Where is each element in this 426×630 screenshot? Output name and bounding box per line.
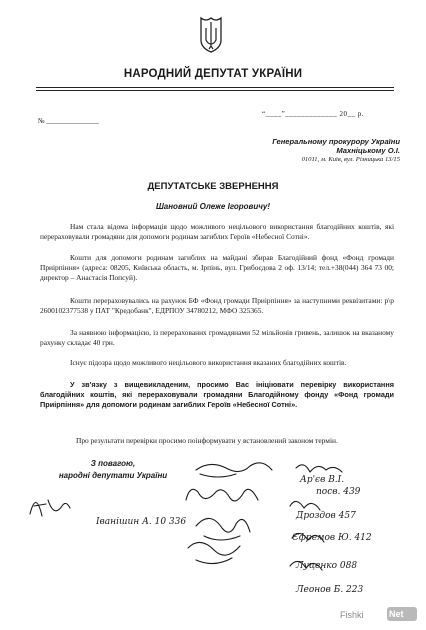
number-line: № _______________ xyxy=(38,117,99,125)
paragraph-4: За наявною інформацією, із перерахованих громадянами 52 мільйонів гривень, залишок на вказаному рахунку складає 40 грн. xyxy=(40,328,394,347)
signature-note-4: Єфремов Ю. 412 xyxy=(292,533,372,543)
signature-note-2: Іванішин А. 10 336 xyxy=(96,517,187,527)
signature-scribble xyxy=(30,500,70,516)
paragraph-5: Існує підозра щодо можливого нецільового використання вказаних благодійних коштів. xyxy=(70,358,347,367)
date-line: “____”_____________ 20__ р. xyxy=(262,110,364,118)
signature-note-6: Леонов Б. 223 xyxy=(296,585,364,595)
paragraph-2: Кошти для допомоги родинам загиблих на майдані збирав Благодійний фонд «Фонд громади Приірпіння» (адреса: 08205, Київська область, м. Ірпінь, вул. Грибоєдова 2 оф. 13/14; тел.+38(044) 364 73 00; директор – Анастасія Попсуй). xyxy=(40,253,394,282)
signature-scribble xyxy=(296,465,342,472)
signature-scribble xyxy=(196,518,250,540)
signature-note-1b: посв. 439 xyxy=(316,487,361,497)
signature-note-5: Луценко 088 xyxy=(296,561,358,571)
trident-emblem-icon xyxy=(198,14,224,54)
paragraph-1: Нам стала відома інформація щодо можливого нецільового використання благодійних коштів, які перераховували громадяни для допомоги родинам загиблих Героїв «Небесної Сотні». xyxy=(40,222,394,241)
signature-scribble xyxy=(186,489,258,501)
addressee-address: 01011, м. Київ, вул. Різницька 13/15 xyxy=(301,156,400,163)
salutation: Шановний Олеже Ігоровичу! xyxy=(155,202,271,211)
header-rule-top xyxy=(36,87,394,88)
document-title: ДЕПУТАТСЬКЕ ЗВЕРНЕННЯ xyxy=(147,181,279,192)
addressee-position: Генеральному прокурору України xyxy=(272,137,400,146)
signature-note-3: Дроздов 457 xyxy=(296,511,356,521)
paragraph-3: Кошти перераховувались на рахунок БФ «Фонд громади Приірпіння» за наступними реквізитами: р\р 2600102377538 у ПАТ "Кредобанк", ЕДРПОУ 34780212, МФО 325365. xyxy=(40,296,394,315)
regards-line-1: З повагою, xyxy=(90,459,136,468)
header-title: НАРОДНИЙ ДЕПУТАТ УКРАЇНИ xyxy=(123,68,303,80)
signature-scribble xyxy=(188,542,240,563)
paragraph-request: У зв'язку з вищевикладеним, просимо Вас ініціювати перевірку використання благодійних коштів, які перераховували громадяни Благодійному фонду «Фонд громади Приірпіння» для допомоги родинам загиблих Героїв «Небесної Сотні». xyxy=(40,380,394,409)
watermark-text: Fishki xyxy=(340,610,364,620)
signature-scribble xyxy=(290,501,320,510)
paragraph-closing: Про результати перевірки просимо поінформувати у встановлений законом термін. xyxy=(76,436,338,445)
header-rule-bottom xyxy=(36,90,394,91)
signature-note-1: Ар'єв В.І. xyxy=(300,475,345,485)
signature-scribble xyxy=(196,463,272,477)
signatures-area xyxy=(0,440,426,605)
regards-line-2: народні депутати України xyxy=(58,471,168,480)
addressee-name: Махніцькому О.І. xyxy=(336,146,400,155)
watermark-badge: Net xyxy=(389,609,404,619)
